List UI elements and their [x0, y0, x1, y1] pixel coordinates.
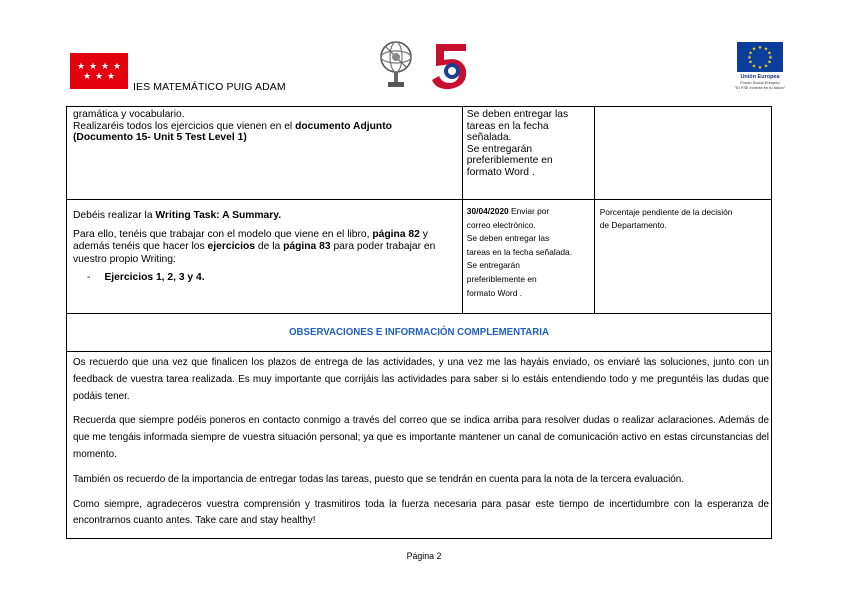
svg-text:★: ★ [767, 50, 772, 57]
task-description-cell [67, 107, 463, 200]
svg-text:★: ★ [747, 55, 752, 61]
observations-heading: OBSERVACIONES E INFORMACIÓN COMPLEMENTARIA [67, 314, 772, 352]
table-row [67, 200, 772, 314]
comunidad-madrid-flag-logo: ★ ★ ★ ★ ★ ★ ★ [70, 53, 128, 89]
page-number: Página 2 [406, 551, 442, 561]
svg-text:★: ★ [751, 63, 757, 70]
svg-text:★: ★ [768, 55, 773, 61]
table-row [67, 107, 772, 200]
delivery-cell: Se deben entregar las tareas en la fecha señalada. Se entregarán preferiblemente en formato Word . [462, 107, 594, 200]
observation-paragraph: Os recuerdo que una vez que finalicen los plazos de entrega de las actividades, y una vez me las hayáis enviado, os enviaré las soluciones, junto con un feedback de vuestra tarea realizada. Es muy importante que corrijáis las actividades para saber si lo estáis entendiendo todo y me preguntéis las dudas que podáis tener. [73, 357, 769, 402]
observation-paragraph: Como siempre, agradeceros vuestra comprensión y trasmitiros toda la fuerza necesaria para pasar este tiempo de incertidumbre con la esperanza de encontrarnos cuanto antes. Take care and stay healthy! [73, 498, 769, 527]
eu-flag-icon [737, 42, 783, 72]
page-header [0, 0, 848, 105]
table-row [67, 352, 772, 539]
delivery-cell: 30/04/2020 Enviar por correo electrónico. Se deben entregar las tareas en la fecha señalada. Se entregarán preferiblemente en formato Word . [462, 200, 594, 314]
svg-text:★: ★ [748, 50, 753, 57]
school-name: IES MATEMÁTICO PUIG ADAM [133, 81, 286, 93]
svg-text:★: ★ [757, 45, 763, 51]
due-date: 30/04/2020 [466, 206, 509, 216]
task-text: Debéis realizar la Writing Task: A Summary. [73, 210, 282, 221]
evaluation-cell [594, 107, 771, 200]
svg-text:★: ★ [763, 46, 769, 53]
eu-label: Unión Europea [740, 74, 780, 80]
exercise-list-item: - Ejercicios 1, 2, 3 y 4. [87, 272, 205, 284]
svg-text:★: ★ [748, 59, 753, 66]
armillary-sphere-emblem [377, 37, 415, 93]
svg-text:★: ★ [767, 59, 772, 66]
task-text: gramática y vocabulario. [73, 109, 185, 120]
eu-slogan: "El FSE invierte en tu futuro" [734, 85, 786, 90]
task-text: Para ello, tenéis que trabajar con el modelo que viene en el libro, página 82 y además tenéis que hacer los ejercicios de la página 83 para poder trabajar en vuestro propio Writing: [73, 228, 436, 265]
table-row [67, 314, 772, 352]
tasks-table [66, 106, 772, 539]
task-document-ref: (Documento 15- Unit 5 Test Level 1) [73, 132, 247, 143]
evaluation-cell: Porcentaje pendiente de la decisión de Departamento. [594, 200, 771, 314]
svg-text:★: ★ [763, 63, 769, 70]
eu-fund-label: Fondo Social Europeo [740, 80, 780, 85]
anniversary-5-logo [428, 40, 474, 92]
task-text: Realizaréis todos los ejercicios que vienen en el documento Adjunto [73, 120, 392, 132]
task-description-cell [67, 200, 463, 314]
observation-paragraph: Recuerda que siempre podéis poneros en contacto conmigo a través del correo que se indica arriba para resolver dudas o realizar aclaraciones. Además de que me tengáis informada siempre de vuestra situación personal; ya que es importante mantener un canal de comunicación activo en estas circunstancias del momento. [73, 415, 769, 460]
european-union-logo [720, 40, 800, 100]
observations-body [67, 352, 772, 539]
svg-text:★: ★ [757, 65, 763, 71]
svg-text:★: ★ [751, 46, 757, 53]
observation-paragraph: También os recuerdo de la importancia de entregar todas las tareas, puesto que se tendrán en cuenta para la nota de la tercera evaluación. [73, 473, 684, 485]
